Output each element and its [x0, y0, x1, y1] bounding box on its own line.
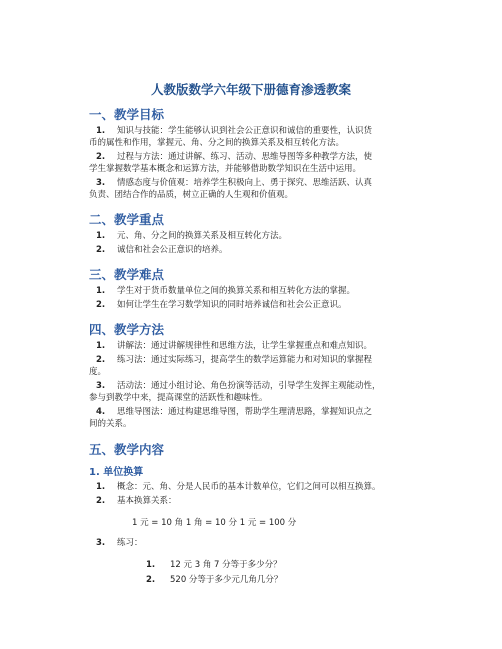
list-item — [89, 481, 419, 493]
list-item — [89, 285, 419, 297]
item-number: 4. — [96, 407, 106, 417]
item-number: 2. — [96, 355, 106, 365]
item-number: 2. — [96, 300, 106, 310]
item-text: 情感态度与价值观：培养学生积极向上、勇于探究、思维活跃、认真 — [117, 178, 373, 188]
item-text: 练习： — [117, 538, 143, 548]
item-text: 元、角、分之间的换算关系及相互转化方法。 — [117, 231, 288, 241]
item-number: 3. — [96, 381, 106, 391]
item-number: 1. — [96, 126, 106, 136]
document-title: 人教版数学六年级下册德育渗透教案 — [150, 82, 351, 97]
item-text: 思维导图法：通过构建思维导图，帮助学生理清思路，掌握知识点之 — [117, 407, 373, 417]
item-number: 3. — [96, 538, 106, 548]
exercise-item — [146, 573, 282, 585]
conversion-formula: 1 元 = 10 角 1 角 = 10 分 1 元 = 100 分 — [132, 518, 297, 528]
item-number: 1. — [96, 286, 106, 296]
item-text: 讲解法：通过讲解规律性和思维方法，让学生掌握重点和难点知识。 — [117, 341, 373, 351]
section-heading-objectives: 一、教学目标 — [89, 107, 165, 122]
section-heading-content: 五、教学内容 — [89, 442, 165, 457]
item-number: 1. — [96, 482, 106, 492]
list-item-continuation: 度。 — [89, 367, 107, 377]
list-item — [89, 244, 419, 256]
list-item — [89, 230, 419, 242]
item-number: 2. — [96, 496, 106, 506]
list-item — [89, 380, 419, 392]
item-text: 活动法：通过小组讨论、角色扮演等活动，引导学生发挥主观能动性， — [117, 381, 381, 391]
list-item-continuation: 学生掌握数学基本概念和运算方法，并能够借助数学知识在生活中运用。 — [89, 164, 362, 174]
item-text: 基本换算关系： — [117, 496, 177, 506]
section-heading-key-points: 二、教学重点 — [89, 212, 165, 227]
item-text: 知识与技能：学生能够认识到社会公正意识和诚信的重要性，认识货 — [117, 126, 373, 136]
exercise-item — [146, 558, 282, 570]
exercise-number: 1. — [146, 560, 156, 570]
item-text: 概念：元、角、分是人民币的基本计数单位，它们之间可以相互换算。 — [117, 482, 381, 492]
exercise-number: 2. — [146, 575, 156, 585]
item-text: 学生对于货币数量单位之间的换算关系和相互转化方法的掌握。 — [117, 286, 356, 296]
item-text: 练习法：通过实际练习，提高学生的数学运算能力和对知识的掌握程 — [117, 355, 373, 365]
list-item — [89, 177, 419, 189]
section-heading-difficulties: 三、教学难点 — [89, 267, 165, 282]
list-item-continuation: 间的关系。 — [89, 419, 132, 429]
item-number: 1. — [96, 231, 106, 241]
list-item — [89, 406, 419, 418]
item-number: 2. — [96, 245, 106, 255]
list-item-continuation: 参与到教学中来，提高课堂的活跃性和趣味性。 — [89, 393, 268, 403]
list-item — [89, 151, 419, 163]
list-item — [89, 340, 419, 352]
exercise-text: 12 元 3 角 7 分等于多少分？ — [170, 560, 282, 570]
list-item-continuation: 币的属性和作用，掌握元、角、分之间的换算关系及相互转化方法。 — [89, 138, 345, 148]
list-item — [89, 495, 419, 507]
item-number: 2. — [96, 152, 106, 162]
item-number: 1. — [96, 341, 106, 351]
section-heading-methods: 四、教学方法 — [89, 322, 165, 337]
item-text: 过程与方法：通过讲解、练习、活动、思维导图等多种教学方法，使 — [117, 152, 373, 162]
exercise-text: 520 分等于多少元几角几分？ — [170, 575, 283, 585]
item-text: 如何让学生在学习数学知识的同时培养诚信和社会公正意识。 — [117, 300, 347, 310]
subsection-heading-unit-conversion: 1. 单位换算 — [89, 467, 144, 478]
list-item — [89, 537, 419, 549]
list-item — [89, 125, 419, 137]
list-item — [89, 354, 419, 366]
list-item-continuation: 负责、团结合作的品质，树立正确的人生观和价值观。 — [89, 190, 294, 200]
item-text: 诚信和社会公正意识的培养。 — [117, 245, 228, 255]
item-number: 3. — [96, 178, 106, 188]
list-item — [89, 299, 419, 311]
